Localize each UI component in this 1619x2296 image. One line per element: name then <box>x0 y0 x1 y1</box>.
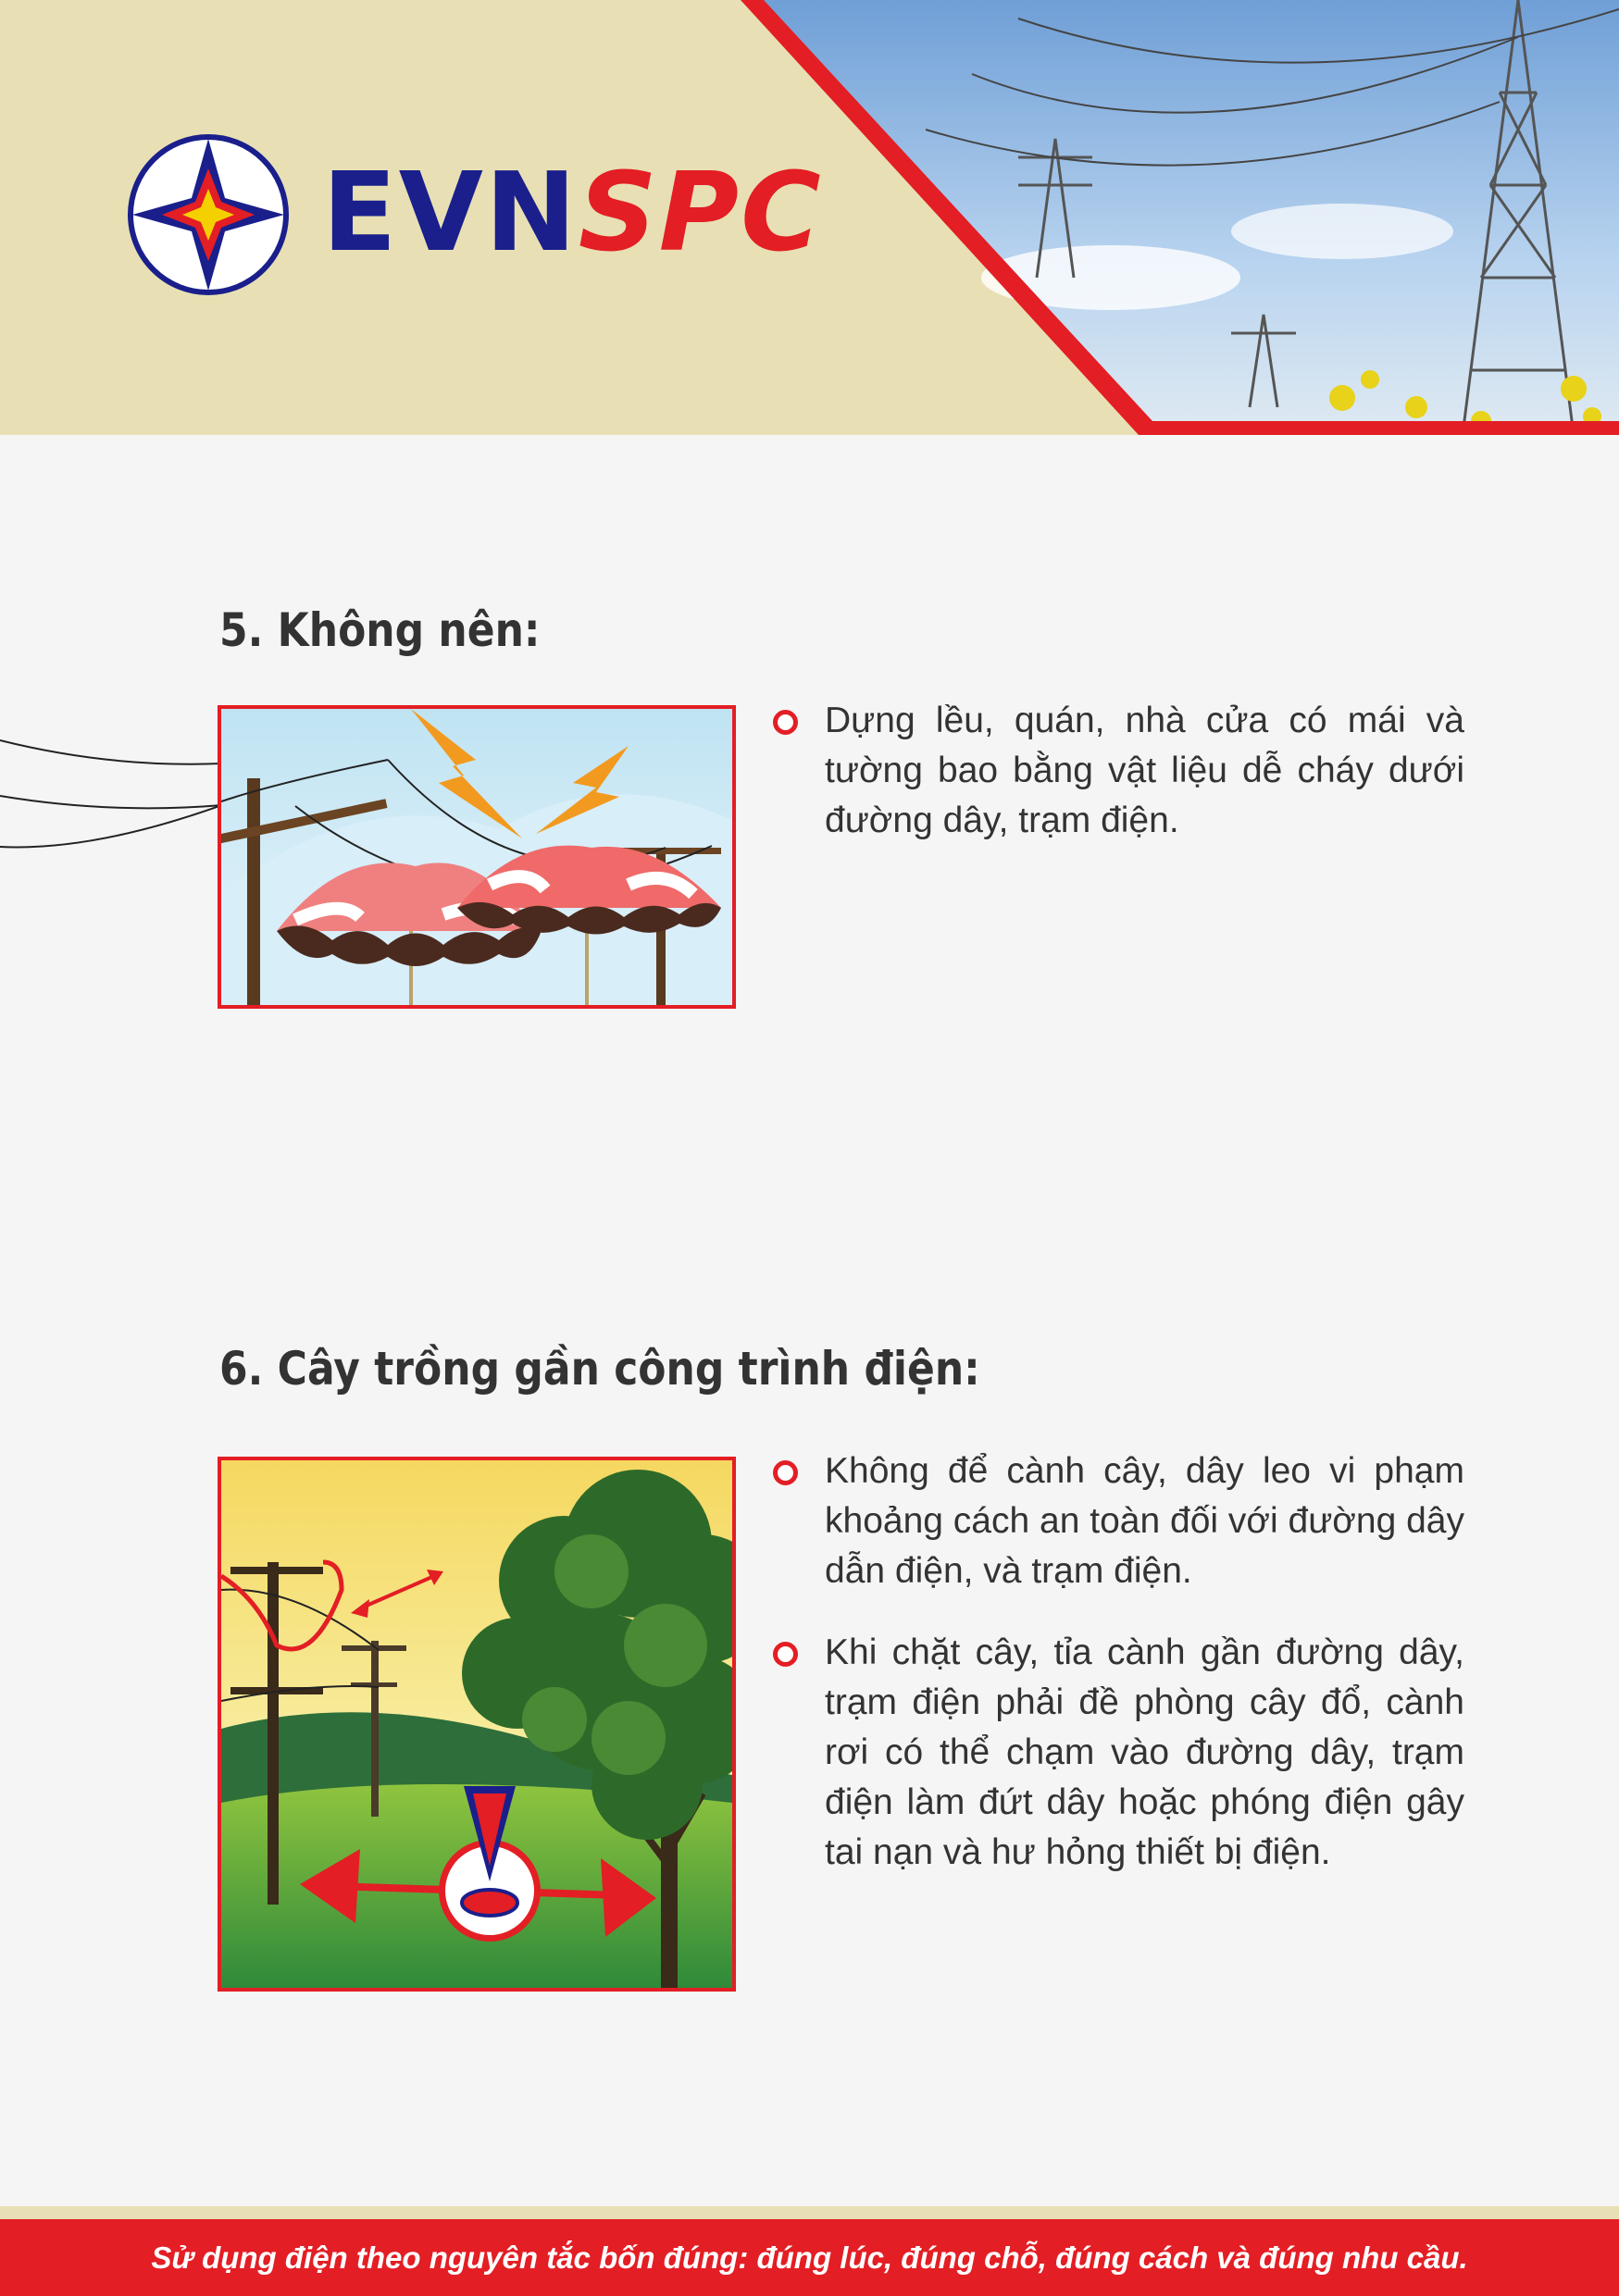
brand-wordmark <box>322 148 823 276</box>
section-5-bullets <box>773 696 1464 877</box>
page-header <box>0 0 1619 435</box>
bullet-ring-icon <box>773 1642 798 1667</box>
brand-spc: SPC <box>578 148 823 276</box>
footer-beige-band <box>0 2206 1619 2219</box>
bullet-item <box>773 696 1464 846</box>
footer-slogan: Sử dụng điện theo nguyên tắc bốn đúng: đúng lúc, đúng chỗ, đúng cách và đúng nhu cầu. <box>0 2219 1619 2296</box>
section-6-bullets <box>773 1446 1464 1909</box>
illustration-trees-near-power-lines <box>218 1457 736 1992</box>
bullet-text: Không để cành cây, dây leo vi phạm khoảng cách an toàn đối với đường dây dẫn điện, và trạm điện. <box>825 1451 1464 1591</box>
section-6-title: 6. Cây trồng gần công trình điện: <box>219 1342 980 1396</box>
illustration-umbrellas-under-power-lines <box>218 705 736 1009</box>
bullet-item <box>773 1628 1464 1878</box>
power-wires-decoration <box>0 713 222 879</box>
bullet-ring-icon <box>773 710 798 735</box>
evnspc-logo <box>125 131 292 298</box>
bullet-ring-icon <box>773 1460 798 1485</box>
brand-evn: EVN <box>322 148 579 276</box>
bullet-item <box>773 1446 1464 1596</box>
section-5-title: 5. Không nên: <box>219 603 541 657</box>
bullet-text: Khi chặt cây, tỉa cành gần đường dây, trạm điện phải đề phòng cây đổ, cành rơi có thể chạm vào đường dây, trạm điện làm đứt dây hoặc phóng điện gây tai nạn và hư hỏng thiết bị điện. <box>825 1632 1464 1872</box>
bullet-text: Dựng lều, quán, nhà cửa có mái và tường bao bằng vật liệu dễ cháy dưới đường dây, trạm điện. <box>825 701 1464 840</box>
